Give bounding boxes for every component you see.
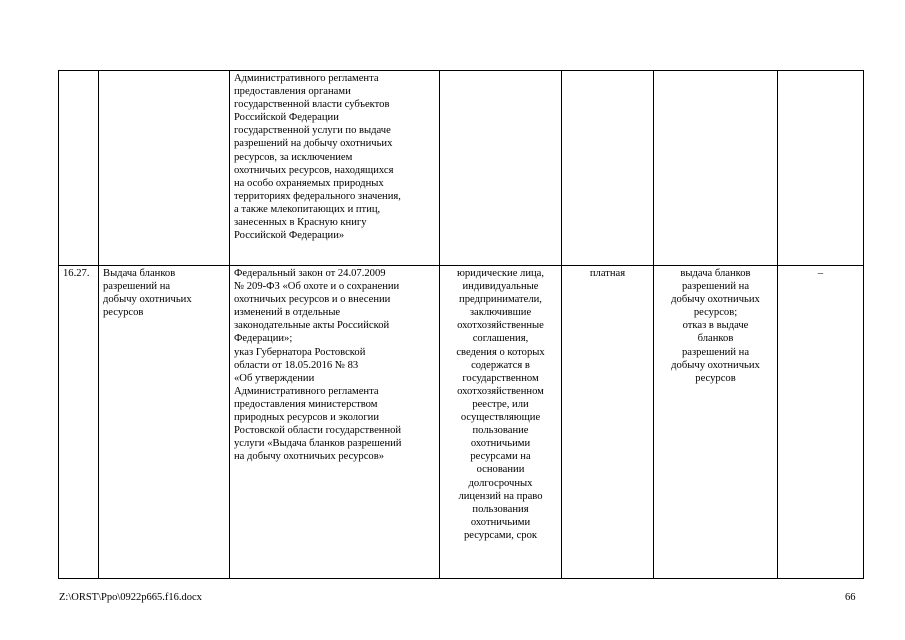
extra-cell bbox=[778, 71, 864, 266]
fee-cell bbox=[562, 71, 654, 266]
legal-basis-cell: Федеральный закон от 24.07.2009 № 209-ФЗ «Об охоте и о сохранении охотничьих ресурсов и о внесении изменений в отдельные законодательные акты Российской Федерации»; указ Губернатора Ростовской области от 18.05.2016 № 83 «Об утверждении Административного регламента предоставления министерством природных ресурсов и экологии Ростовской области государственной услуги «Выдача бланков разрешений на добычу охотничьих ресурсов» bbox=[230, 266, 440, 579]
applicants-cell bbox=[440, 71, 562, 266]
service-name-cell bbox=[99, 71, 230, 266]
row-number-cell bbox=[59, 71, 99, 266]
footer-file-path: Z:\ORST\Ppo\0922p665.f16.docx bbox=[59, 592, 202, 603]
result-cell: выдача бланков разрешений на добычу охотничьих ресурсов; отказ в выдаче бланков разрешений на добычу охотничьих ресурсов bbox=[654, 266, 778, 579]
applicants-cell: юридические лица, индивидуальные предприниматели, заключившие охотхозяйственные соглашения, сведения о которых содержатся в государственном охотхозяйственном реестре, или осуществляющие пользование охотничьими ресурсами на основании долгосрочных лицензий на право пользования охотничьими ресурсами, срок bbox=[440, 266, 562, 579]
service-name-cell: Выдача бланков разрешений на добычу охотничьих ресурсов bbox=[99, 266, 230, 579]
fee-cell: платная bbox=[562, 266, 654, 579]
table-row bbox=[59, 71, 864, 266]
row-number-cell: 16.27. bbox=[59, 266, 99, 579]
extra-cell: – bbox=[778, 266, 864, 579]
result-cell bbox=[654, 71, 778, 266]
services-table bbox=[58, 70, 864, 579]
legal-basis-cell: Административного регламента предоставления органами государственной власти субъектов Российской Федерации государственной услуги по выдаче разрешений на добычу охотничьих ресурсов, за исключением охотничьих ресурсов, находящихся на особо охраняемых природных территориях федерального значения, а также млекопитающих и птиц, занесенных в Красную книгу Российской Федерации» bbox=[230, 71, 440, 266]
footer-page-number: 66 bbox=[845, 592, 856, 603]
table-row bbox=[59, 266, 864, 579]
